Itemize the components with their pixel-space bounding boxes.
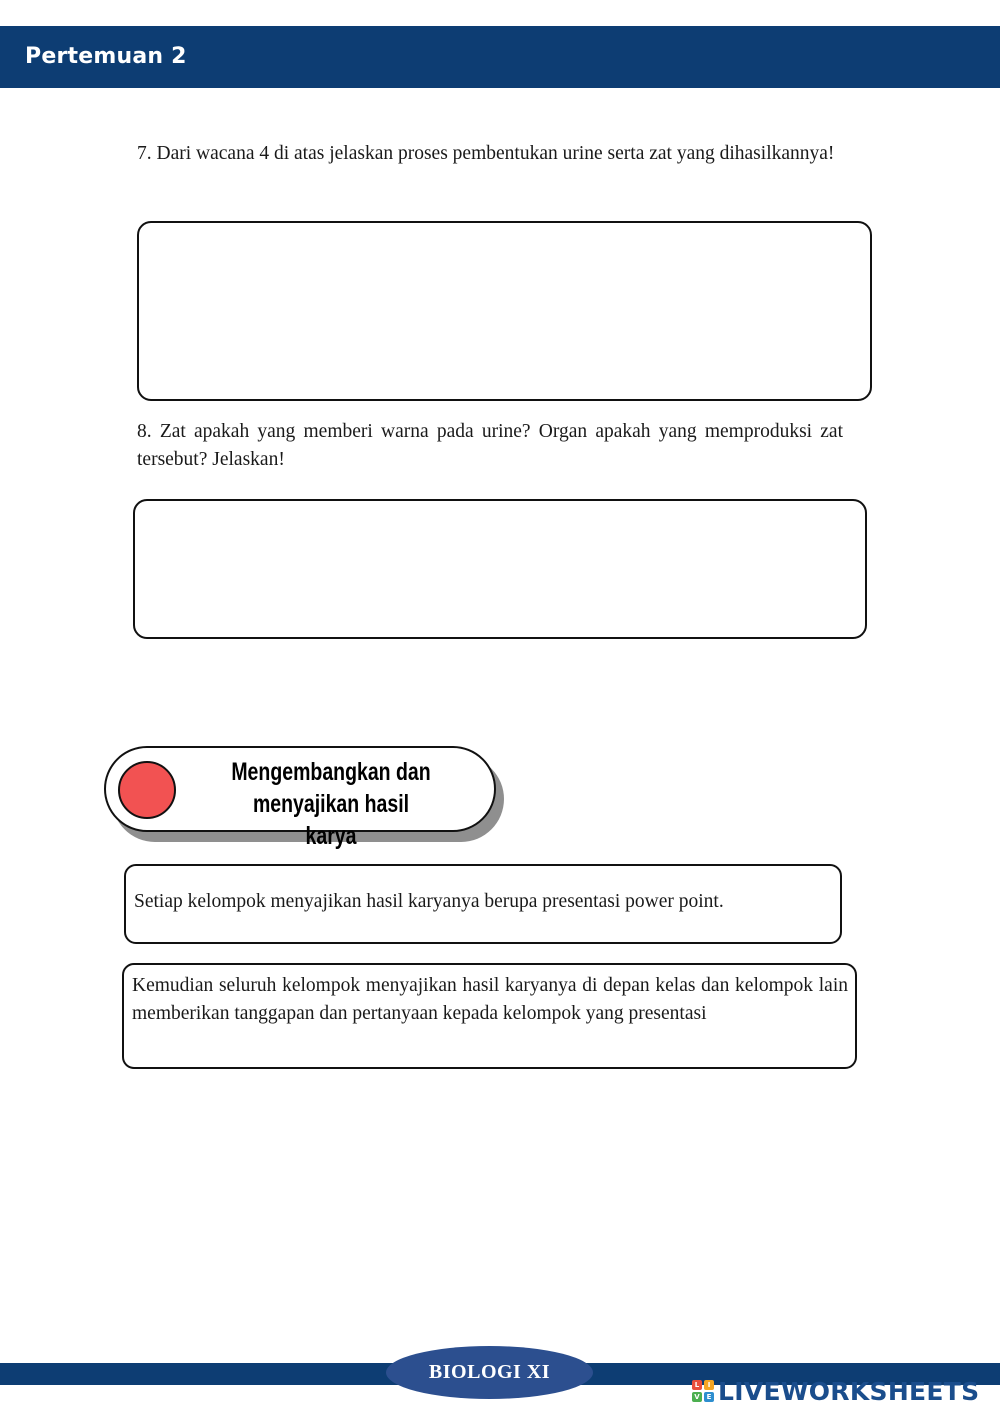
section-title — [226, 756, 437, 852]
answer-box-8[interactable] — [133, 499, 867, 639]
info-text-2: Kemudian seluruh kelompok menyajikan hasil karyanya di depan kelas dan kelompok lain memberikan tanggapan dan pertanyaan kepada kelompok yang presentasi — [132, 975, 848, 1024]
info-text-1: Setiap kelompok menyajikan hasil karyanya berupa presentasi power point. — [134, 891, 724, 912]
footer-label: BIOLOGI XI — [428, 1361, 551, 1383]
question-8: 8. Zat apakah yang memberi warna pada urine? Organ apakah yang memproduksi zat tersebut? Jelaskan! — [137, 421, 843, 470]
liveworksheets-logo-icon: L I V E — [692, 1380, 714, 1402]
liveworksheets-brand[interactable] — [692, 1376, 979, 1406]
info-box-2 — [122, 963, 857, 1069]
answer-box-7[interactable] — [137, 221, 872, 401]
footer-label-pill — [386, 1346, 593, 1399]
question-7: 7. Dari wacana 4 di atas jelaskan proses pembentukan urine serta zat yang dihasilkannya! — [137, 143, 835, 164]
section-dot-icon — [118, 761, 176, 819]
section-title-line-1: Mengembangkan dan — [231, 758, 431, 786]
section-title-line-2: menyajikan hasil karya — [252, 790, 410, 850]
page-title: Pertemuan 2 — [25, 44, 187, 69]
info-box-1 — [124, 864, 842, 944]
brand-name: LIVEWORKSHEETS — [718, 1376, 980, 1406]
